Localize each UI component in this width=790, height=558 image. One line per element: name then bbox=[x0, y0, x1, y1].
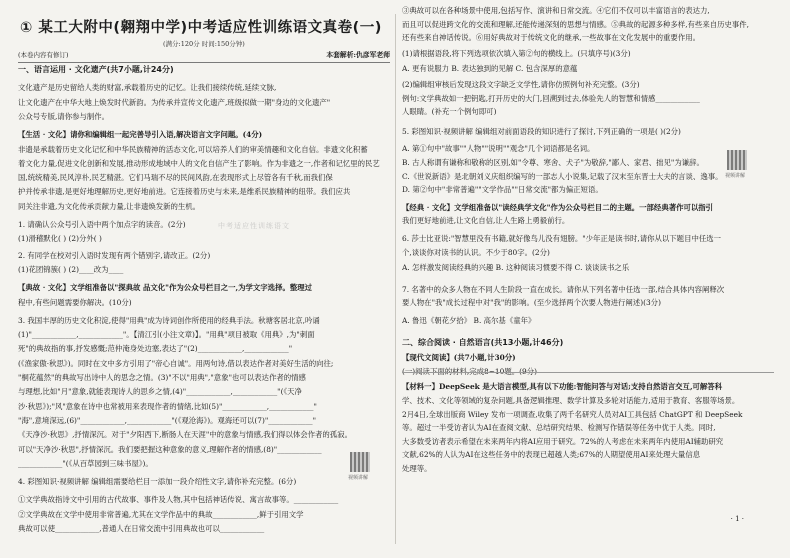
left-line-text-line: 着文化力量,促进文化创新和发展,推动形成地域中人的文化自信产生了影响。作为非遗之一,作者和记忆里的民艺 bbox=[18, 158, 380, 168]
left-line-text-line: 国,统统精美,民风淳朴,民艺精湛。它们马瑞不尽的民间风韵,在表现形式上尽管各有千秋,而我们保 bbox=[18, 173, 333, 183]
right-line-text-line: A. 鲁迅《朝花夕拾》 B. 高尔基《童年》 bbox=[402, 316, 536, 325]
left-line-text-line: ①文学典故指诗文中引用的古代故事、事件及人物,其中包括神话传说、寓言故事等。____________ bbox=[18, 495, 339, 505]
left-line-text-line: 同关注非遗,为文化传承贡献力量,让非遗焕发新的生机。 bbox=[18, 201, 201, 211]
right-column bbox=[402, 0, 774, 558]
left-line-text-line: (1)花团锦簇( ) (2)____改为____ bbox=[18, 264, 124, 274]
qr-code-icon[interactable] bbox=[727, 150, 747, 170]
right-line-text-line: 5. 彩图知识·视频讲解 编辑组对前面语段的知识进行了探讨,下列正确的一项是( )(2分) bbox=[402, 126, 681, 136]
left-column bbox=[18, 0, 390, 558]
left-line-text-line: 一、语言运用 · 文化遗产(共7小题,计24分) bbox=[18, 65, 174, 74]
section-rule bbox=[402, 372, 774, 373]
left-line-text-line: 【生活 · 文化】请你和编辑组一起完善导引入语,解决语言文字问题。(4分) bbox=[18, 130, 263, 140]
right-line-text-line: 7. 名著中的众多人物在不同人生阶段一直在成长。请你从下列名著中任选一部,结合具体内容阐释次 bbox=[402, 284, 725, 294]
column-divider bbox=[395, 14, 396, 544]
right-line-text-line: 例句:文学典故如一把钥匙,打开历史的大门,回溯到过去,体验先人的智慧和情感____________ bbox=[402, 93, 700, 103]
left-line-text-line: (1)"____________,____________"。【清江引(小注文章)】。"用典"项目被取《用典》,为"刺面 bbox=[18, 330, 315, 340]
left-line-text-line: 《天净沙·秋思》,抒情深沉。对于"夕阳西下,断肠人在天涯"中的意象与情感,我们得以体会作者的孤寂。 bbox=[18, 430, 352, 440]
left-line-text-line: 4. 彩图知识·视频讲解 编辑组需要给栏目一添加一段介绍性文字,请你补充完整。(6分) bbox=[18, 477, 297, 487]
right-line-text-line: A. 第①句中"故事""人物""说明""观念"几个词语都是名词。 bbox=[402, 144, 595, 154]
left-line-text-line: 3. 我国丰厚的历史文化积淀,使得"用典"成为诗词创作所使用的经典手法。秋塘客居北京,吟诵 bbox=[18, 315, 320, 325]
right-line-text-line: 等。超过一半受访者认为AI在查阅文献、总结研究结果、检测写作错误等任务中优于人类。同时, bbox=[402, 423, 716, 433]
left-line-text-line: 2. 有同学在校对引入语时发现有两个错别字,请改正。(2分) bbox=[18, 250, 211, 260]
left-line-text-line: ②文学典故在文学中使用非常普遍,尤其在文学作品中的典故____________,鲜于引用文学 bbox=[18, 509, 304, 519]
right-line-text-line: 【现代文阅读】(共7小题,计30分) bbox=[402, 353, 516, 363]
left-line-text-line: 文化遗产是历史留给人类的财富,承载着历史的记忆。让我们接续传统,延续文脉, bbox=[18, 83, 277, 93]
right-line-text-line: 大多数受访者表示希望在未来两年内将AI应用于研究。72%的人考虑在未来两年内使用AI辅助研究 bbox=[402, 436, 724, 446]
qr-label: 视频讲解 bbox=[725, 173, 746, 179]
note-right: 本套解析:仇彦军老师 bbox=[326, 51, 390, 59]
right-line-text-line: 二、综合阅读 · 自然语言(共13小题,计46分) bbox=[402, 337, 564, 347]
right-line-text-line: 【材料一】DeepSeek 是大语言模型,具有以下功能:智能问答与对话;支持自然语言交互,可解答科 bbox=[402, 382, 723, 392]
right-line-text-line: B. 古人称谓有谦称和敬称的区别,如"令尊、寒舍、犬子"为敬辞,"鄙人、家君、拙见"为谦辞。 bbox=[402, 158, 704, 167]
left-line-text-line: 【典故 · 文化】文学组准备以"探典故 品文化"作为公众号栏目之一,为学文字选择。整理过 bbox=[18, 283, 313, 293]
right-line-text-line: 要人物在"我"成长过程中对"我"的影响。(至少选择两个次要人物进行阐述)(3分) bbox=[402, 298, 661, 308]
right-line-text-line: (2)编辑组审核后发现这段文字缺乏文学性,请你仿照例句补充完整。(3分) bbox=[402, 80, 640, 89]
left-line-text-line: (1)滑稽默化( ) (2)分外( ) bbox=[18, 234, 102, 244]
right-line-text-line: 6. 莎士比亚说:"智慧里没有书籍,就好像鸟儿没有翅膀。"少年正是读书时,请你从以下题目中任选一 bbox=[402, 234, 722, 243]
right-line-text-line: D. 第②句中"非常普遍""文学作品""日常交流"都为偏正短语。 bbox=[402, 185, 603, 195]
right-line-text-line: ③典故可以在各种场景中使用,包括写作、演讲和日常交流。④它们不仅可以丰富语言的表达力, bbox=[402, 6, 710, 15]
left-line-text-line: 与理想,比如"月"意象,就能表现诗人的思乡之情,(4)"____________,____________"(《天净 bbox=[18, 387, 302, 397]
header-rule bbox=[18, 62, 390, 63]
left-line-text-line: 护并传承非遗,是更好地理解历史,更好地前进。它连接着历史与未来,是维系民族精神的纽带。我们应共 bbox=[18, 187, 351, 197]
right-line-text-line: 我们更好地前进,让文化自信,让人生路上勇毅前行。 bbox=[402, 216, 570, 226]
left-line-text-line: (《渔家傲·秋思》)。同时在文中多方引用了"帝心自诚"。用两句诗,借以表达作者对美好生活的向往; bbox=[18, 358, 334, 368]
left-line-text-line: 典故可以使____________,普通人在日常交流中引用典故也可以____________ bbox=[18, 524, 265, 533]
qr-code-icon[interactable] bbox=[350, 452, 370, 472]
left-line-text-line: ____________"(《从百草园到三味书屋》)。 bbox=[18, 458, 153, 468]
left-line-text-line: "海",意境深远,(6)"____________,____________"(《观沧海》)。观海还可以(7)"____________" bbox=[18, 415, 317, 425]
left-line-text-line: 1. 请确认公众号引入语中两个加点字的读音。(2分) bbox=[18, 220, 186, 229]
right-line-text-line: C.《世说新语》是北朝刘义庆组织编写的一部志人小说集,记载了汉末至东晋士大夫的言谈、逸事。 bbox=[402, 171, 723, 181]
left-line-text-line: "桐花蕴然"的典故写出诗中人的思念之情。(3)"不以"用典","意象"也可以表达作者的情感 bbox=[18, 373, 306, 382]
right-line-text-line: A. 怎样激发阅读经典的兴趣 B. 这种阅读习惯要不得 C. 谈谈读书之乐 bbox=[402, 263, 630, 273]
left-line-text-line: 非遗是承载着历史文化记忆和中华民族精神的活态文化,可以培养人们的审美情趣和文化自信。非遗文化积蓄 bbox=[18, 144, 368, 154]
right-line-text-line: 【经典 · 文化】文学组准备以"读经典学文化"作为公众号栏目二的主题。一部经典著作可以指引 bbox=[402, 202, 714, 212]
right-line-text-line: (1)请根据语段,将下列选项依次填入第②句的横线上。(只填序号)(3分) bbox=[402, 48, 631, 58]
right-line-text-line: 学、技术、文化等领域的复杂问题,具备逻辑推理、数学计算及多轮对话能力,适用于教育、客服等场景。 bbox=[402, 396, 740, 405]
right-line-text-line: 还有些来自神话传说。⑥用好典故对于传统文化的继承,一些故事在文化发展中的重要作用。 bbox=[402, 33, 700, 43]
right-line-text-line: 处理等。 bbox=[402, 464, 432, 473]
exam-meta: (满分:120分 时间:150分钟) bbox=[163, 40, 245, 48]
left-line-text-line: 公众号专版,请你参与制作。 bbox=[18, 111, 110, 121]
right-line-text-line: 人眼睛。(补充一个例句即可) bbox=[402, 107, 497, 117]
page-number: · 1 · bbox=[730, 515, 744, 523]
note-left: (本卷内容有修订) bbox=[18, 51, 69, 59]
left-line-text-line: 可以"天净沙·秋思",抒情深沉。我们要把握这种意象的意义,理解作者的情感,(8)"____________ bbox=[18, 444, 322, 454]
right-line-text-line: 2月4日,全球出版商 Wiley 发布一项调查,收集了两千名研究人员对AI工具包括 ChatGPT 和 DeepSeek bbox=[402, 409, 743, 419]
right-line-text-line: 而且可以促进跨文化的交流和理解,还能传递深刻的思想与情感。⑤典故的起源多种多样,有些来自历史事件, bbox=[402, 19, 750, 29]
left-line-text-line: 死"的典故指的事,抒发感慨;范仲淹身处边塞,表达了"(2)____________,____________" bbox=[18, 344, 293, 354]
qr-label: 视频讲解 bbox=[348, 475, 369, 481]
right-line-text-line: A. 更有说服力 B. 表达独到的见解 C. 包含深厚的意蕴 bbox=[402, 64, 578, 74]
watermark-stamp: 中考适应性训练语文 bbox=[218, 222, 290, 230]
left-line-text-line: 沙·秋思》);"风"意象在诗中也常被用来表现作者的情绪,比如(5)"____________,____________" bbox=[18, 401, 317, 411]
left-line-text-line: 程中,有些问题需要你解决。(10分) bbox=[18, 297, 132, 307]
right-line-text-line: 个,谈谈你对读书的认识。不少于80字。(2分) bbox=[402, 247, 550, 257]
page-title: ① 某工大附中(翱翔中学)中考适应性训练语文真卷(一) bbox=[20, 20, 382, 36]
right-line-text-line: 文献,62%的人认为AI在这些任务中的表现已超越人类;67%的人期望使用AI来处理大量信息 bbox=[402, 450, 701, 460]
left-line-text-line: 让文化遗产在中华大地上焕发时代新韵。为传承并宣传文化遗产,班级拟做一期"身边的文化遗产" bbox=[18, 97, 331, 107]
